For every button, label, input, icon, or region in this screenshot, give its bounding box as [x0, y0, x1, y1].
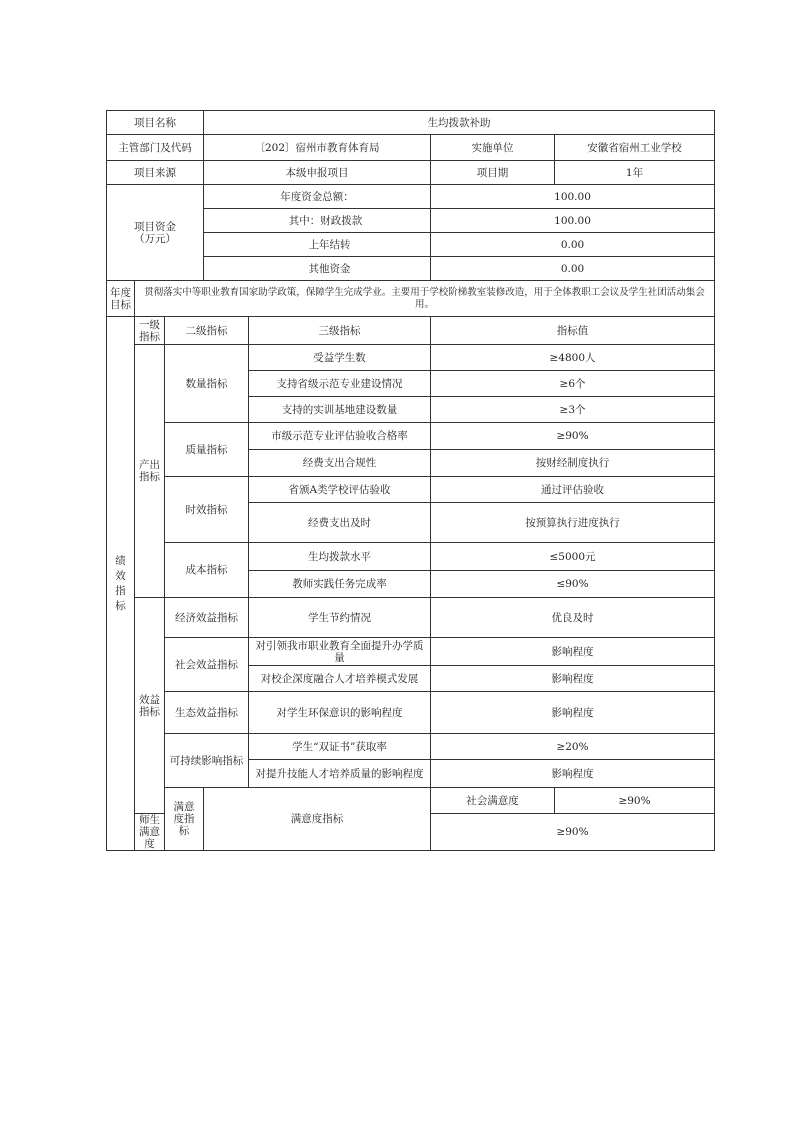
funds-carryover-label: 上年结转: [204, 233, 431, 257]
satisfaction-sub-label: 满意度指标: [204, 788, 431, 851]
ecological-label: 生态效益指标: [165, 692, 249, 734]
table-row: [107, 734, 715, 760]
dept-value: 〔202〕宿州市教育体育局: [204, 135, 431, 161]
sustainable-label: 可持续影响指标: [165, 734, 249, 788]
header-value: 指标值: [431, 317, 715, 345]
table-row: [107, 423, 715, 450]
table-row: [107, 111, 715, 135]
project-name-value: 生均拨款补助: [204, 111, 715, 135]
indicator-name: 社会满意度: [431, 788, 555, 814]
indicator-name: 受益学生数: [249, 345, 431, 371]
output-label: 产出 指标: [135, 345, 165, 598]
indicator-name: 对校企深度融合人才培养模式发展: [249, 666, 431, 692]
funds-total-label: 年度资金总额：: [204, 185, 431, 209]
table-row: [107, 345, 715, 371]
indicator-name: 对提升技能人才培养质量的影响程度: [249, 760, 431, 788]
annual-goal-label: 年度 目标: [107, 281, 135, 317]
cost-label: 成本指标: [165, 543, 249, 598]
header-level1: 一级 指标: [135, 317, 165, 345]
funds-carryover-value: 0.00: [431, 233, 715, 257]
indicator-name: 师生满意度: [135, 814, 165, 851]
indicator-name: 学生节约情况: [249, 598, 431, 638]
satisfaction-label: 满意 度指 标: [165, 788, 204, 851]
funds-total-value: 100.00: [431, 185, 715, 209]
indicator-name: 生均拨款水平: [249, 543, 431, 571]
indicator-value: ≤90%: [431, 571, 715, 598]
indicator-value: ≥90%: [555, 788, 715, 814]
funds-label: 项目资金 （万元）: [107, 185, 204, 281]
funds-fiscal-label: 其中：财政拨款: [204, 209, 431, 233]
timeliness-label: 时效指标: [165, 477, 249, 543]
source-value: 本级申报项目: [204, 161, 431, 185]
indicator-value: 影响程度: [431, 692, 715, 734]
economic-label: 经济效益指标: [165, 598, 249, 638]
indicator-name: 对引领我市职业教育全面提升办学质量: [249, 638, 431, 666]
indicator-name: 支持的实训基地建设数量: [249, 397, 431, 423]
table-row: [107, 317, 715, 345]
performance-label: 绩 效 指 标: [107, 317, 135, 851]
indicator-value: 影响程度: [431, 666, 715, 692]
header-level2: 二级指标: [165, 317, 249, 345]
table-row: [107, 598, 715, 638]
indicator-value: 影响程度: [431, 760, 715, 788]
indicator-value: 影响程度: [431, 638, 715, 666]
period-label: 项目期: [431, 161, 555, 185]
project-performance-table: [106, 110, 715, 851]
indicator-name: 经费支出及时: [249, 503, 431, 543]
quantity-label: 数量指标: [165, 345, 249, 423]
table-row: [107, 161, 715, 185]
table-row: [107, 135, 715, 161]
funds-other-label: 其他资金: [204, 257, 431, 281]
indicator-value: 按财经制度执行: [431, 450, 715, 477]
indicator-value: ≤5000元: [431, 543, 715, 571]
table-row: [107, 638, 715, 666]
quality-label: 质量指标: [165, 423, 249, 477]
annual-goal-text: 贯彻落实中等职业教育国家助学政策，保障学生完成学业。主要用于学校阶梯教室装修改造，用于全体教职工会议及学生社团活动集会用。: [135, 281, 715, 317]
indicator-name: 经费支出合规性: [249, 450, 431, 477]
source-label: 项目来源: [107, 161, 204, 185]
indicator-value: 按预算执行进度执行: [431, 503, 715, 543]
table-row: [107, 543, 715, 571]
table-row: [107, 185, 715, 209]
indicator-name: 支持省级示范专业建设情况: [249, 371, 431, 397]
indicator-value: ≥90%: [431, 814, 715, 851]
funds-other-value: 0.00: [431, 257, 715, 281]
table-row: [107, 281, 715, 317]
impl-unit-label: 实施单位: [431, 135, 555, 161]
indicator-name: 对学生环保意识的影响程度: [249, 692, 431, 734]
indicator-value: 通过评估验收: [431, 477, 715, 503]
indicator-name: 市级示范专业评估验收合格率: [249, 423, 431, 450]
indicator-value: 优良及时: [431, 598, 715, 638]
indicator-name: 学生“双证书”获取率: [249, 734, 431, 760]
period-value: 1年: [555, 161, 715, 185]
indicator-value: ≥6个: [431, 371, 715, 397]
header-level3: 三级指标: [249, 317, 431, 345]
social-label: 社会效益指标: [165, 638, 249, 692]
benefit-label: 效益 指标: [135, 598, 165, 814]
indicator-name: 省颁A类学校评估验收: [249, 477, 431, 503]
table-row: [107, 477, 715, 503]
indicator-value: ≥20%: [431, 734, 715, 760]
project-name-label: 项目名称: [107, 111, 204, 135]
table-row: [107, 788, 715, 814]
indicator-name: 教师实践任务完成率: [249, 571, 431, 598]
dept-label: 主管部门及代码: [107, 135, 204, 161]
funds-fiscal-value: 100.00: [431, 209, 715, 233]
impl-unit-value: 安徽省宿州工业学校: [555, 135, 715, 161]
indicator-value: ≥4800人: [431, 345, 715, 371]
table-row: [107, 692, 715, 734]
indicator-value: ≥3个: [431, 397, 715, 423]
indicator-value: ≥90%: [431, 423, 715, 450]
